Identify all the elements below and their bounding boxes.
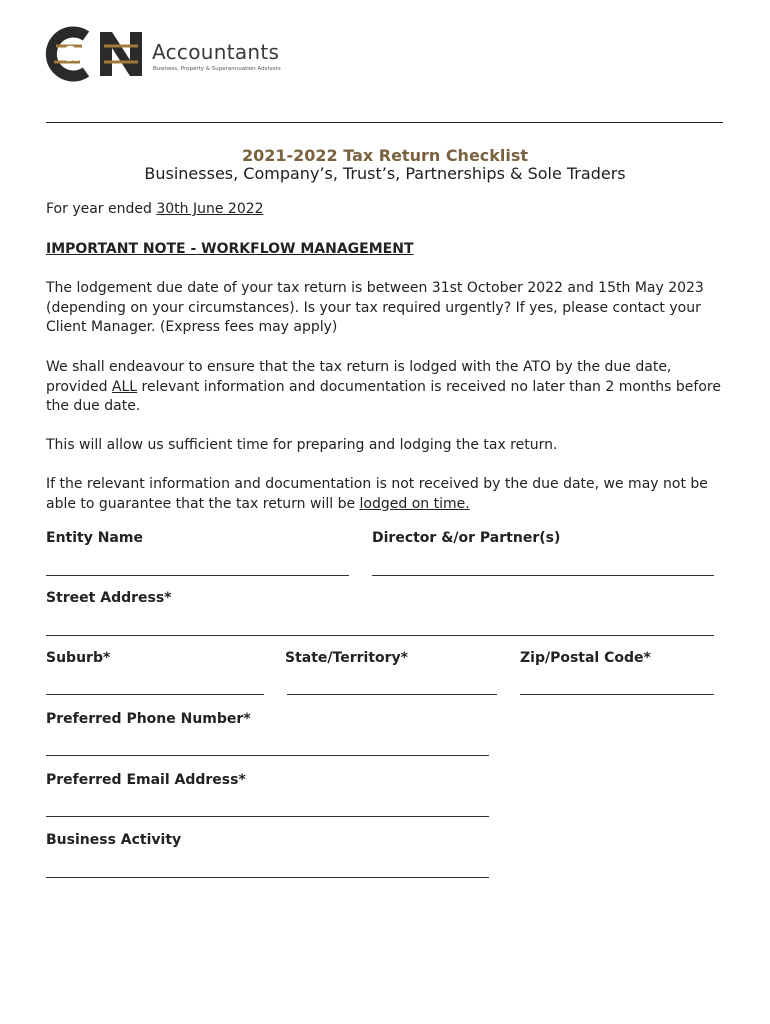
guarantee-paragraph (46, 475, 736, 514)
state-territory-label: State/Territory* (285, 650, 408, 666)
logo-ampersand: & (62, 42, 80, 66)
year-ended-prefix: For year ended (46, 201, 157, 217)
sufficient-time-paragraph: This will allow us sufficient time for preparing and lodging the tax return. (46, 437, 558, 453)
logo-wordmark: Accountants (152, 40, 280, 64)
header-divider (46, 122, 723, 123)
company-logo (42, 26, 322, 84)
state-territory-field[interactable] (287, 694, 497, 695)
cn-logo-mark (42, 26, 154, 82)
lodged-on-time: lodged on time. (359, 495, 470, 512)
endeavour-text-start: We shall endeavour to ensure that the tax return is lodged with the ATO by the due date, provided (46, 359, 672, 395)
year-ended-line (46, 200, 736, 220)
suburb-label: Suburb* (46, 650, 111, 666)
page-title: 2021-2022 Tax Return Checklist (241, 146, 529, 165)
entity-name-field[interactable] (46, 575, 349, 576)
lodgement-paragraph: The lodgement due date of your tax return is between 31st October 2022 and 15th May 2023 (depending on your circumstances). Is your tax required urgently? If yes, please contact your Client Manager. (Express fees may apply) (46, 280, 704, 335)
street-address-label: Street Address* (46, 590, 172, 606)
email-label: Preferred Email Address* (46, 772, 246, 788)
director-partner-field[interactable] (372, 575, 714, 576)
business-activity-field[interactable] (46, 877, 489, 878)
street-address-field[interactable] (46, 635, 714, 636)
page-subtitle: Businesses, Company’s, Trust’s, Partnerships & Sole Traders (144, 164, 626, 183)
endeavour-all: ALL (111, 378, 138, 395)
endeavour-paragraph (46, 358, 736, 417)
entity-name-label: Entity Name (46, 530, 143, 546)
zip-postal-field[interactable] (520, 694, 714, 695)
email-field[interactable] (46, 816, 489, 817)
endeavour-text-end: relevant information and documentation is received no later than 2 months before the due date. (46, 378, 721, 414)
year-ended-date: 30th June 2022 (156, 201, 264, 217)
director-partner-label: Director &/or Partner(s) (372, 530, 561, 546)
phone-label: Preferred Phone Number* (46, 711, 251, 727)
zip-postal-label: Zip/Postal Code* (520, 650, 651, 666)
logo-tagline: Business, Property & Superannuation Advisors (153, 66, 281, 72)
business-activity-label: Business Activity (46, 832, 182, 848)
important-note-heading: IMPORTANT NOTE - WORKFLOW MANAGEMENT (46, 241, 414, 257)
phone-field[interactable] (46, 755, 489, 756)
suburb-field[interactable] (46, 694, 264, 695)
guarantee-text: If the relevant information and documentation is not received by the due date, we may not be able to guarantee that the tax return will be (46, 476, 708, 512)
